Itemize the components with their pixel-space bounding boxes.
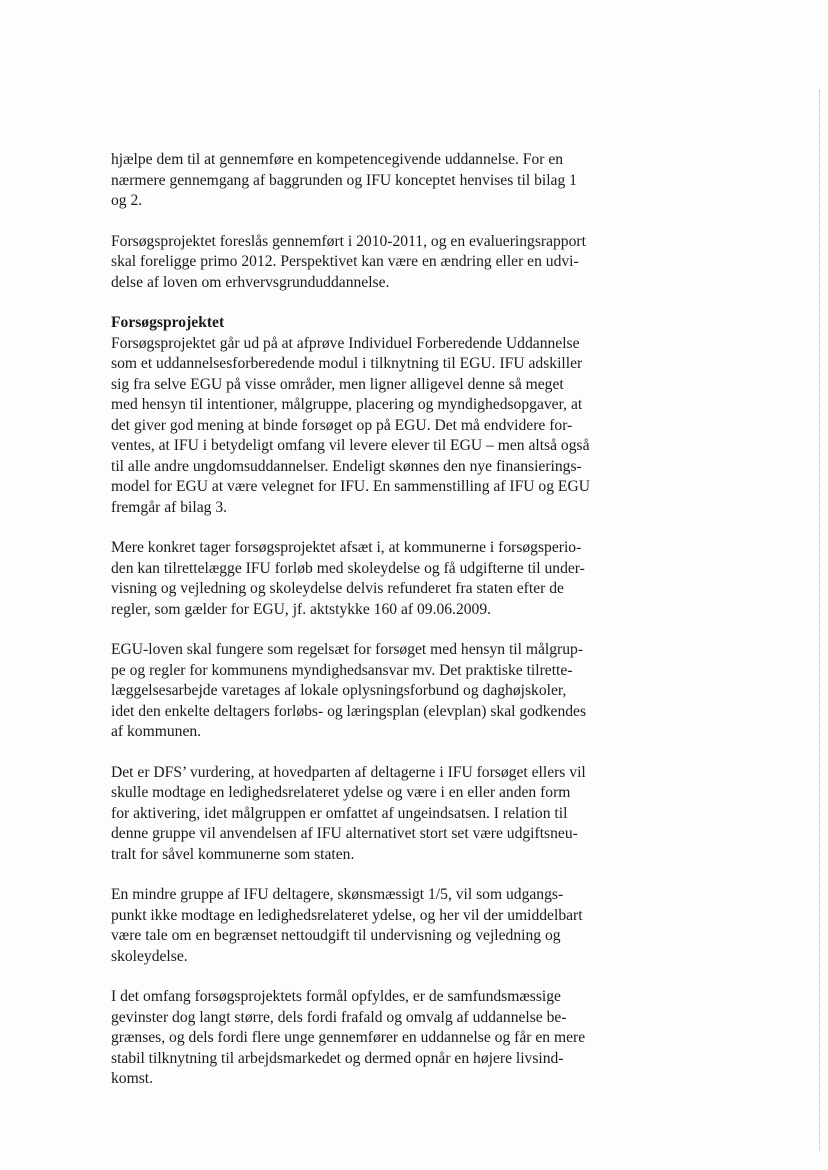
text-line: hjælpe dem til at gennemføre en kompetencegivende uddannelse. For en [111, 151, 564, 168]
text-line: delse af loven om erhvervsgrunduddannelse. [111, 273, 390, 291]
text-line: Det er DFS’ vurdering, at hovedparten af deltagerne i IFU forsøget ellers vil [111, 763, 586, 781]
paragraph-concrete-basis [111, 538, 623, 620]
text-line: I det omfang forsøgsprojektets formål opfyldes, er de samfundsmæssige [111, 988, 561, 1005]
text-line: Forsøgsprojektet foreslås gennemført i 2010-2011, og en evalueringsrapport [111, 232, 586, 250]
text-line: for aktivering, idet målgruppen er omfattet af ungeindsatsen. I relation til [111, 804, 568, 822]
text-line: En mindre gruppe af IFU deltagere, skønsmæssigt 1/5, vil som udgangs- [111, 886, 564, 903]
document-body [111, 150, 623, 1110]
text-line: gevinster dog langt større, dels fordi frafald og omvalg af uddannelse be- [111, 1008, 567, 1026]
text-line: med hensyn til intentioner, målgruppe, placering og myndighedsopgaver, at [111, 396, 583, 413]
text-line: punkt ikke modtage en ledighedsrelateret ydelse, og her vil der umiddelbart [111, 906, 583, 924]
text-line: denne gruppe vil anvendelsen af IFU alternativet stort set være udgiftsneu- [111, 825, 578, 842]
text-line: idet den enkelte deltagers forløbs- og læringsplan (elevplan) skal godkendes [111, 702, 587, 720]
text-line: EGU-loven skal fungere som regelsæt for forsøget med hensyn til målgrup- [111, 641, 584, 658]
text-line: nærmere gennemgang af baggrunden og IFU konceptet henvises til bilag 1 [111, 171, 577, 189]
paragraph-intro-continuation [111, 150, 623, 212]
text-line: læggelsesarbejde varetages af lokale oplysningsforbund og daghøjskoler, [111, 682, 567, 699]
text-line: visning og vejledning og skoleydelse delvis refunderet fra staten efter de [111, 580, 564, 597]
text-line: fremgår af bilag 3. [111, 498, 228, 516]
text-line: regler, som gælder for EGU, jf. aktstykke 160 af 09.06.2009. [111, 600, 492, 618]
text-line: Mere konkret tager forsøgsprojektet afsæt i, at kommunerne i forsøgsperio- [111, 539, 582, 556]
text-line: tralt for såvel kommunerne som staten. [111, 845, 355, 863]
text-line: sig fra selve EGU på visse områder, men ligner alligevel denne så meget [111, 375, 564, 393]
text-line: Forsøgsprojektet går ud på at afprøve Individuel Forberedende Uddannelse [111, 334, 580, 352]
text-line: stabil tilknytning til arbejdsmarkedet og dermed opnår en højere livsind- [111, 1049, 564, 1067]
text-line: som et uddannelsesforberedende modul i tilknytning til EGU. IFU adskiller [111, 355, 583, 372]
text-line: grænses, og dels fordi flere unge gennemfører en uddannelse og får en mere [111, 1029, 586, 1046]
text-line: være tale om en begrænset nettoudgift til undervisning og vejledning og [111, 927, 561, 944]
paragraph-timeline [111, 232, 623, 294]
text-line: det giver god mening at binde forsøget op på EGU. Det må endvidere for- [111, 416, 573, 434]
paragraph-societal-gains [111, 987, 623, 1090]
text-line: til alle andre ungdomsuddannelser. Endeligt skønnes den nye finansierings- [111, 457, 582, 475]
text-line: skoleydelse. [111, 947, 188, 965]
text-line: komst. [111, 1070, 154, 1087]
text-line: af kommunen. [111, 723, 202, 740]
text-line: den kan tilrettelægge IFU forløb med skoleydelse og få udgifterne til under- [111, 559, 585, 577]
paragraph-project-description [111, 313, 623, 518]
paragraph-smaller-group [111, 885, 623, 967]
text-line: skal foreligge primo 2012. Perspektivet kan være en ændring eller en udvi- [111, 253, 579, 270]
text-line: model for EGU at være velegnet for IFU. En sammenstilling af IFU og EGU [111, 478, 590, 495]
text-line: skulle modtage en ledighedsrelateret ydelse og være i en eller anden form [111, 784, 571, 801]
text-line: ventes, at IFU i betydeligt omfang vil levere elever til EGU – men altså også [111, 437, 590, 454]
text-line: pe og regler for kommunens myndighedsansvar mv. Det praktiske tilrette- [111, 661, 573, 679]
paragraph-egu-law [111, 640, 623, 743]
section-heading: Forsøgsprojektet [111, 314, 225, 331]
text-line: og 2. [111, 192, 143, 209]
scan-edge-line [819, 90, 820, 1150]
paragraph-dfs-assessment [111, 763, 623, 866]
